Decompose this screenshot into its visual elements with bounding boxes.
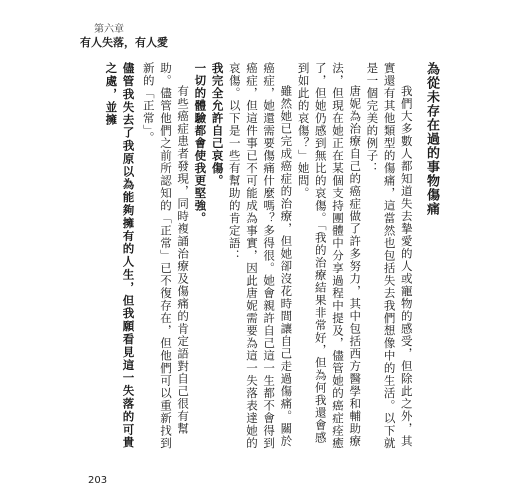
closing-emphasis: 儘管我失去了我原以為能夠擁有的人生，但我願看見這一失落的可貴之處，並擁: [104, 62, 136, 449]
vertical-body-text: [88, 62, 440, 454]
running-header-title: 有人失落，有人愛: [80, 36, 168, 49]
paragraph-3: 雖然她已完成癌症的治療，但她卻沒花時間讓自己走過傷痛。關於癌症，她還需要傷痛什麼嗎？多得很。她會親許自己這一生都不會得到癌症，但這件事已不可能成為事實，因此唐妮需要為這一失落表達她的哀傷。以下是一些有幫助的肯定語：: [227, 62, 294, 450]
page-number: 203: [88, 475, 108, 486]
running-header-chapter: 第六章: [94, 24, 124, 35]
section-heading: 為從未存在過的事物傷痛: [424, 62, 439, 216]
paragraph-1: 我們大多數人都知道失去摯愛的人或寵物的感受，但除此之外，其實還有其他類型的傷痛，這當然也包括失去我們想像中的生活。以下就是一個完美的例子：: [365, 62, 414, 450]
affirmation-1: 我完全允許自己哀傷。: [210, 62, 225, 187]
affirmation-2: 一切的體驗都會使我更堅強。: [193, 62, 208, 225]
closing-paragraph: 有些癌症患者發現，同時複誦治療及傷痛的肯定語對自己很有幫助。儘管他們之前所認知的「正常」已不復存在，但他們可以重新找到新的「正常」。: [141, 62, 191, 450]
paragraph-2: 唐妮為治療自己的癌症做了許多努力，其中包括西方醫學和輔助療法，但現在她正在某個支持團體中分享過程中提及，儘管她的癌症痊癒了，但她仍感到無比的哀傷。「我的治療結果非常好，但為何我還會感到如此的哀傷？」她問。: [296, 62, 363, 450]
